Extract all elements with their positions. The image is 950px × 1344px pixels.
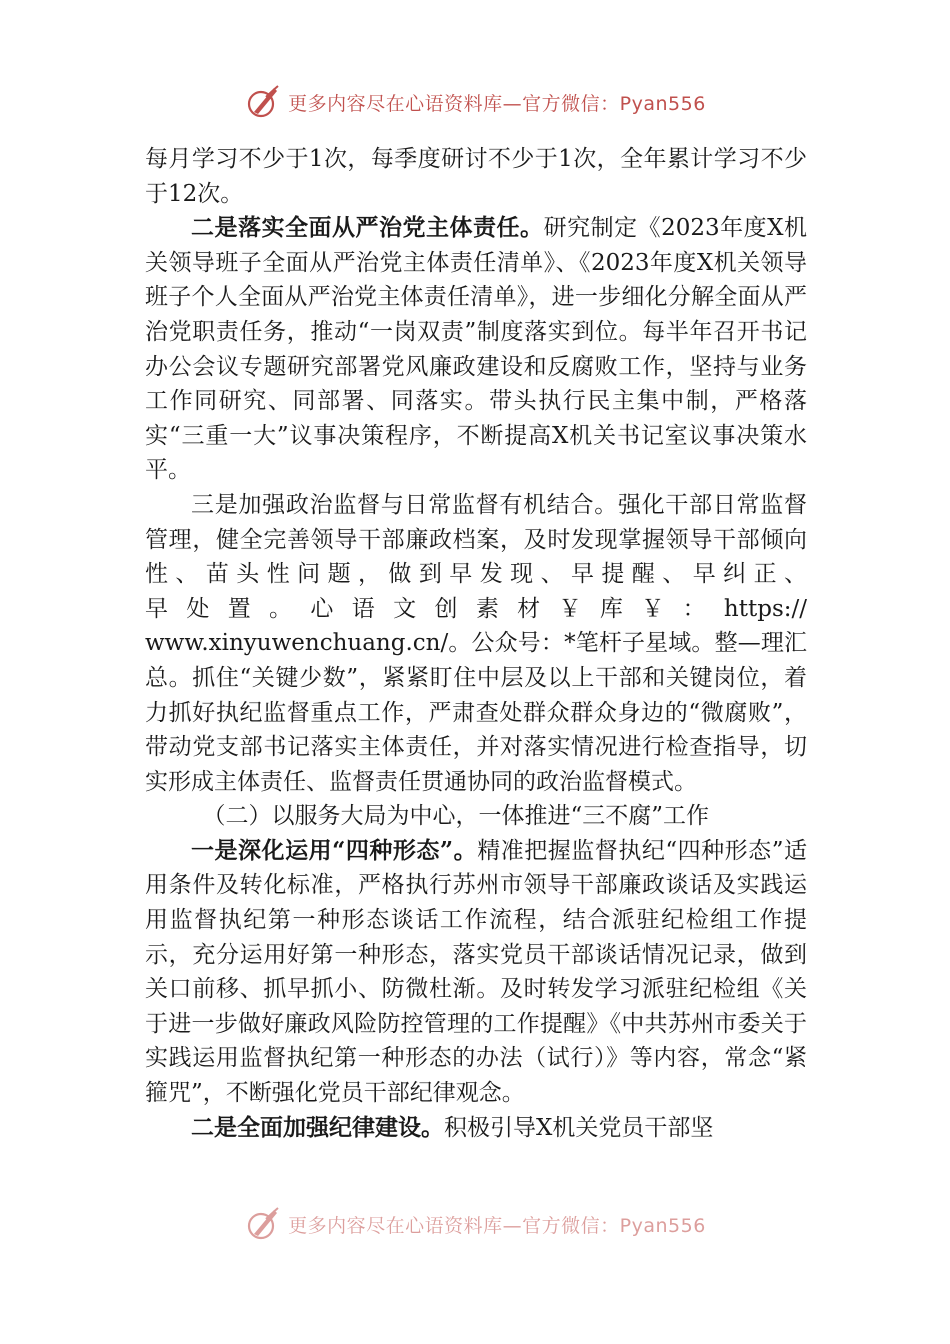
paragraph-main-responsibility: [145, 211, 807, 488]
document-body: [145, 142, 807, 1145]
quill-pen-logo-icon: [244, 82, 284, 122]
text-main-responsibility: 研究制定《2023年度X机关领导班子全面从严治党主体责任清单》、《2023年度X机关领导班子个人全面从严治党主体责任清单》，进一步细化分解全面从严治党职责任务，推动“一岗双责”制度落实到位。每半年召开书记办公会议专题研究部署党风廉政建设和反腐败工作，坚持与业务工作同研究、同部署、同落实。带头执行民主集中制，严格落实“三重一大”议事决策程序，不断提高X机关书记室议事决策水平。: [145, 215, 807, 484]
paragraph-political-supervision-c: www.xinyuwenchuang.cn/。公众号：*笔杆子星域。整—理汇总。抓住“关键少数”，紧紧盯住中层及以上干部和关键岗位，着力抓好执纪监督重点工作，严肃查处群众群众身边的“微腐败”，带动党支部书记落实主体责任，并对落实情况进行检查指导，切实形成主体责任、监督责任贯通协同的政治监督模式。: [145, 630, 807, 795]
paragraph-discipline-building: [145, 1111, 807, 1146]
header-banner: [0, 82, 950, 122]
footer-banner: [0, 1204, 950, 1244]
lead-discipline-building: 二是全面加强纪律建设。: [191, 1113, 444, 1141]
paragraph-study-frequency: 每月学习不少于1次，每季度研讨不少于1次，全年累计学习不少于12次。: [145, 146, 807, 207]
text-discipline-building: 积极引导X机关党员干部坚: [444, 1114, 714, 1141]
paragraph-political-supervision-a: 三是加强政治监督与日常监督有机结合。强化干部日常监督管理，健全完善领导干部廉政档案，及时发现掌握领导干部倾向性、苗头性问题，做到早发现、早提醒、早纠正、: [145, 491, 807, 588]
footer-banner-text: 更多内容尽在心语资料库—官方微信：Pyan556: [288, 1214, 706, 1237]
text-four-forms: 精准把握监督执纪“四种形态”适用条件及转化标准，严格执行苏州市领导干部廉政谈话及实践运用监督执纪第一种形态谈话工作流程，结合派驻纪检组工作提示，充分运用好第一种形态，落实党员干部谈话情况记录，做到关口前移、抓早抓小、防微杜渐。及时转发学习派驻纪检组《关于进一步做好廉政风险防控管理的工作提醒》《中共苏州市委关于实践运用监督执纪第一种形态的办法（试行）》等内容，常念“紧箍咒”，不断强化党员干部纪律观念。: [145, 837, 807, 1107]
header-banner-text: 更多内容尽在心语资料库—官方微信：Pyan556: [288, 92, 706, 115]
paragraph-four-forms: [145, 834, 807, 1111]
section-heading-two: （二）以服务大局为中心，一体推进“三不腐”工作: [202, 803, 710, 830]
lead-main-responsibility: 二是落实全面从严治党主体责任。: [191, 214, 544, 242]
paragraph-political-supervision-b: 早处置。心语文创素材￥库￥：https://: [145, 595, 807, 622]
quill-pen-logo-icon: [244, 1204, 284, 1244]
lead-four-forms: 一是深化运用“四种形态”。: [191, 836, 478, 864]
